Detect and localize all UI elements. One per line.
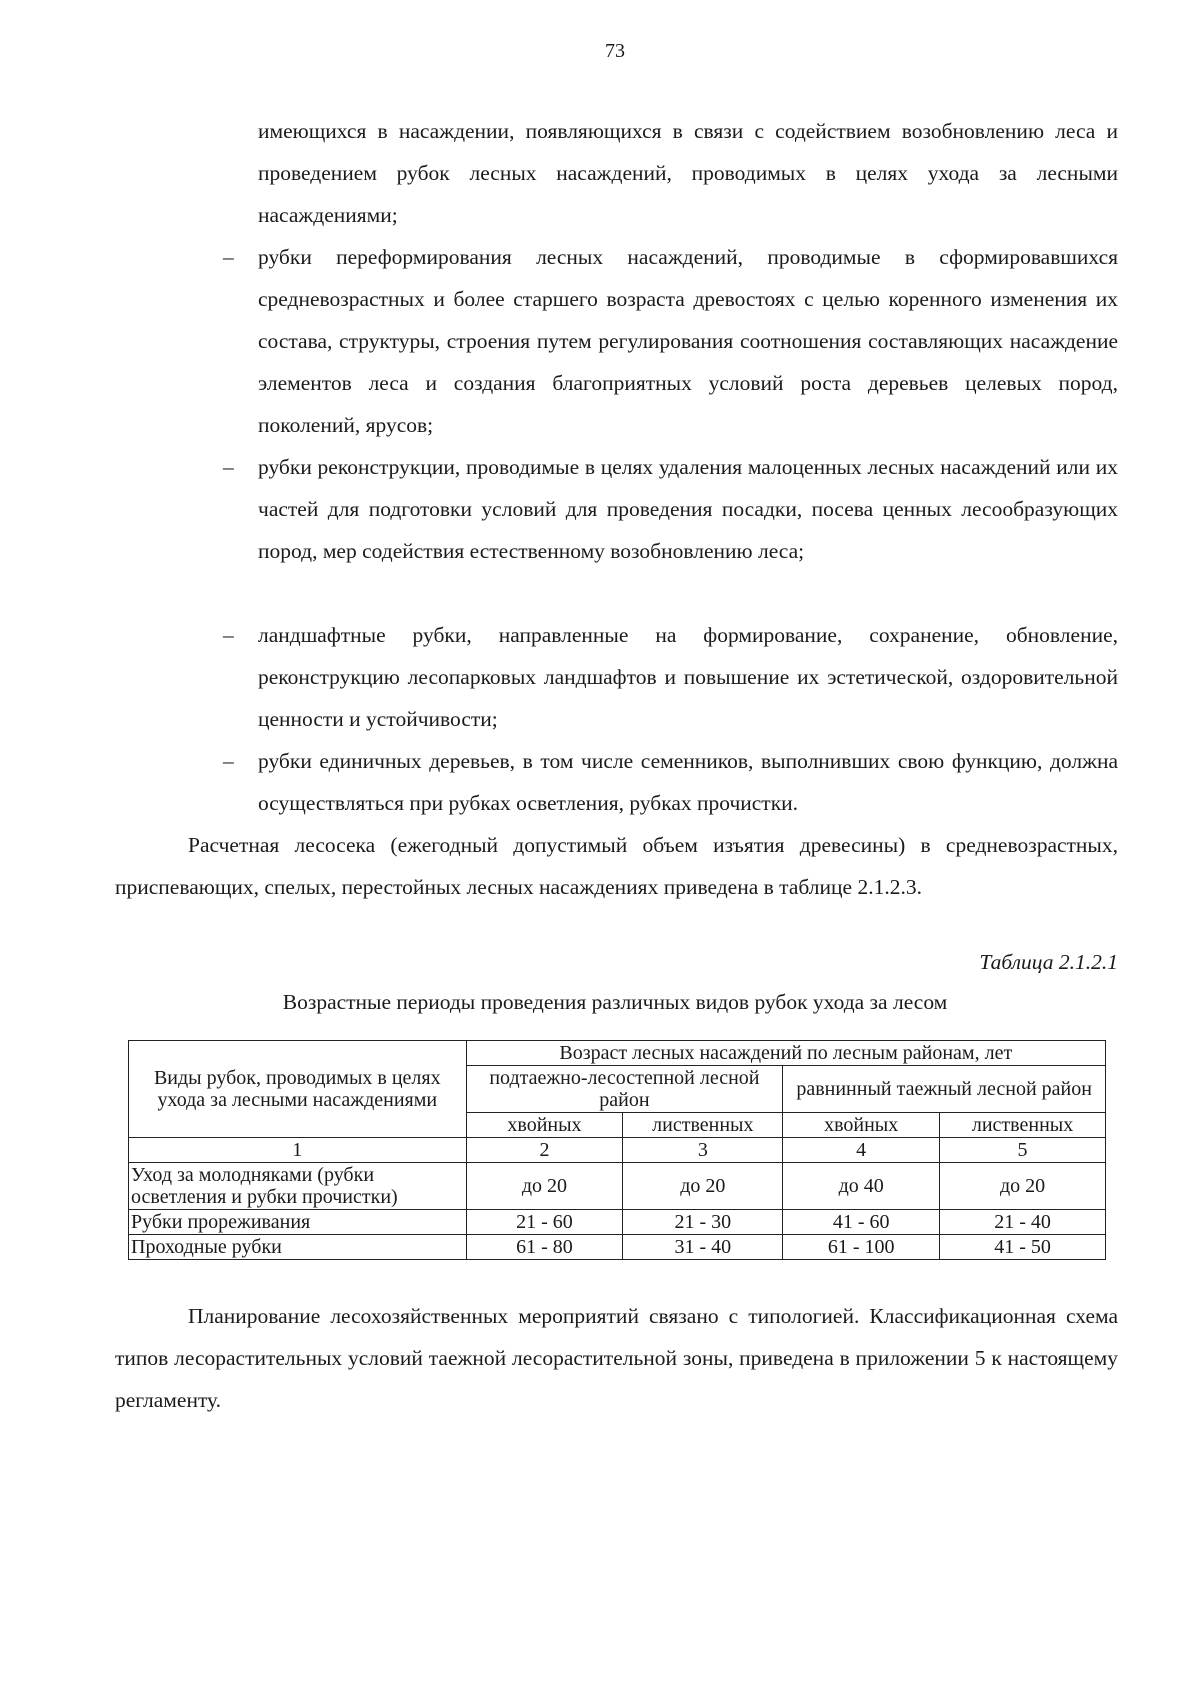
- cell-value: 21 - 40: [940, 1210, 1106, 1235]
- bullet-item: [223, 446, 1118, 572]
- bullet-text: рубки единичных деревьев, в том числе семенников, выполнивших свою функцию, должна осуществляться при рубках осветления, рубках прочистки.: [258, 749, 1118, 815]
- table-row: [129, 1235, 1106, 1260]
- header-sub: лиственных: [940, 1113, 1106, 1138]
- column-number: 3: [623, 1138, 783, 1163]
- cell-value: 41 - 60: [783, 1210, 940, 1235]
- column-number: 2: [466, 1138, 623, 1163]
- bullet-item: [223, 614, 1118, 740]
- header-sub: лиственных: [623, 1113, 783, 1138]
- header-cut-types: Виды рубок, проводимых в целях ухода за лесными насаждениями: [129, 1041, 467, 1138]
- header-age-group: Возраст лесных насаждений по лесным районам, лет: [466, 1041, 1105, 1066]
- header-region-2: равнинный таежный лесной район: [783, 1066, 1106, 1113]
- header-region-1: подтаежно-лесостепной лесной район: [466, 1066, 783, 1113]
- header-sub: хвойных: [466, 1113, 623, 1138]
- bullet-marker: –: [223, 749, 234, 773]
- continuation-text: имеющихся в насаждении, появляющихся в связи с содействием возобновлению леса и проведением рубок лесных насаждений, проводимых в целях ухода за лесными насаждениями;: [258, 119, 1118, 227]
- row-name: Проходные рубки: [129, 1235, 467, 1260]
- cell-value: 21 - 30: [623, 1210, 783, 1235]
- column-number: 4: [783, 1138, 940, 1163]
- table-row: [129, 1210, 1106, 1235]
- column-number: 5: [940, 1138, 1106, 1163]
- bullet-item: [223, 740, 1118, 824]
- bullet-marker: –: [223, 623, 234, 647]
- cell-value: 41 - 50: [940, 1235, 1106, 1260]
- cell-value: 61 - 100: [783, 1235, 940, 1260]
- table-row: [129, 1163, 1106, 1210]
- cell-value: 21 - 60: [466, 1210, 623, 1235]
- row-name: Рубки прореживания: [129, 1210, 467, 1235]
- cell-value: 61 - 80: [466, 1235, 623, 1260]
- cell-value: 31 - 40: [623, 1235, 783, 1260]
- bullet-marker: –: [223, 455, 234, 479]
- bullet-item: [223, 236, 1118, 446]
- cell-value: до 20: [466, 1163, 623, 1210]
- bullet-text: рубки переформирования лесных насаждений, проводимые в сформировавшихся средневозрастных и более старшего возраста древостоях с целью коренного изменения их состава, структуры, строения путем регулирования соотношения составляющих насаждение элементов леса и создания благоприятных условий роста деревьев целевых пород, поколений, ярусов;: [258, 245, 1118, 437]
- table-title: Возрастные периоды проведения различных видов рубок ухода за лесом: [282, 990, 948, 1014]
- paragraph: Расчетная лесосека (ежегодный допустимый объем изъятия древесины) в средневозрастных, приспевающих, спелых, перестойных лесных насаждениях приведена в таблице 2.1.2.3.: [115, 833, 1118, 899]
- column-number: 1: [129, 1138, 467, 1163]
- cell-value: до 20: [623, 1163, 783, 1210]
- paragraph: Планирование лесохозяйственных мероприятий связано с типологией. Классификационная схема типов лесорастительных условий таежной лесорастительной зоны, приведена в приложении 5 к настоящему регламенту.: [115, 1304, 1118, 1412]
- row-name: Уход за молодняками (рубки осветления и рубки прочистки): [129, 1163, 467, 1210]
- cell-value: до 40: [783, 1163, 940, 1210]
- header-sub: хвойных: [783, 1113, 940, 1138]
- page-number: 73: [605, 40, 625, 62]
- bullet-text: рубки реконструкции, проводимые в целях удаления малоценных лесных насаждений или их частей для подготовки условий для проведения посадки, посева ценных лесообразующих пород, мер содействия естественному возобновлению леса;: [258, 455, 1118, 563]
- bullet-text: ландшафтные рубки, направленные на формирование, сохранение, обновление, реконструкцию лесопарковых ландшафтов и повышение их эстетической, оздоровительной ценности и устойчивости;: [258, 623, 1118, 731]
- table-caption: Таблица 2.1.2.1: [979, 950, 1118, 974]
- cell-value: до 20: [940, 1163, 1106, 1210]
- bullet-marker: –: [223, 245, 234, 269]
- column-number-row: [129, 1138, 1106, 1163]
- age-periods-table: [128, 1040, 1106, 1260]
